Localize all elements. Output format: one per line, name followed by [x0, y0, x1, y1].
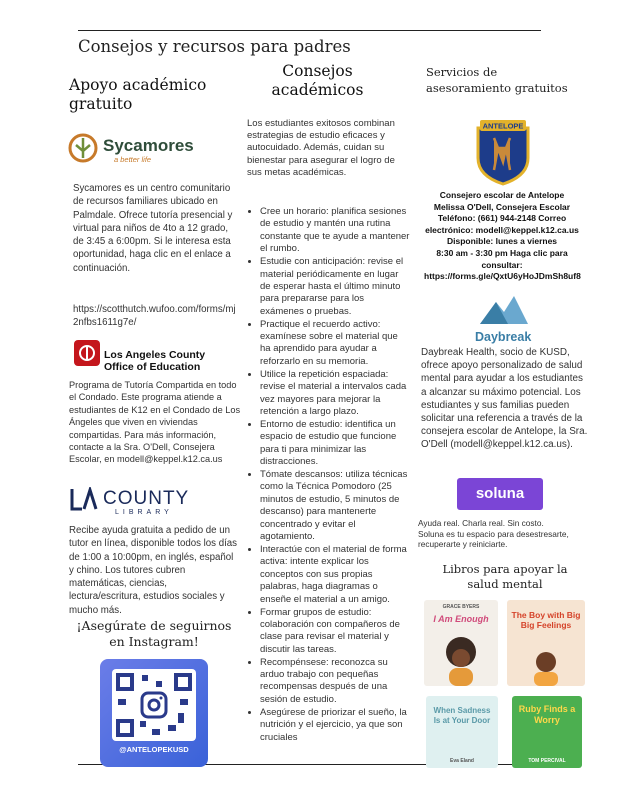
- counselor-line2: Melissa O'Dell, Consejera Escolar: [433, 201, 571, 212]
- tip-item: • Practique el recuerdo activo: examínese sobre el material que ha aprendido para ayudar a reforzarlo en su memoria.: [260, 319, 410, 369]
- instagram-qr-code[interactable]: [100, 659, 208, 767]
- lacoe-text: Programa de Tutoría Compartida en todo el Condado. Este programa atiende a estudiantes de K12 en el Condado de Los Ángeles que viven en viviendas compartidas. Para más información, contacte a la Sra. O'Dell, Consejera Escolar, en modell@keppel.k12.ca.us: [69, 380, 241, 465]
- book-cover: [507, 600, 585, 686]
- tip-item: • Recompénsese: reconozca su arduo trabajo con pequeñas recompensas después de una sesión de estudio.: [260, 657, 410, 707]
- book-title: Ruby Finds a Worry: [518, 704, 576, 725]
- book-title: When Sadness Is at Your Door: [433, 706, 491, 725]
- col1-heading: Apoyo académico gratuito: [69, 76, 207, 113]
- col2-intro: Los estudiantes exitosos combinan estrategias de estudio eficaces y autocuidado. Además, cuidan su bienestar para asegurar el logro de sus metas académicas.: [247, 118, 395, 178]
- library-sub: LIBRARY: [115, 509, 173, 516]
- tip-item: • Estudie con anticipación: revise el material periódicamente en lugar de esperar hasta el último minuto para prepararse para los exámenes o pruebas.: [260, 256, 410, 318]
- study-tips-list: [248, 206, 410, 744]
- instagram-handle: @ANTELOPEKUSD: [119, 745, 189, 754]
- sycamores-name: Sycamores: [103, 136, 194, 155]
- tip-item: • Interactúe con el material de forma activa: intente explicar los conceptos con sus propias palabras, haga diagramas o enseñe el material a un amigo.: [260, 544, 410, 606]
- tip-item: • Cree un horario: planifica sesiones de estudio y mantén una rutina constante que te ayude a mantener el rumbo.: [260, 206, 410, 256]
- counselor-line3: Teléfono: (661) 944-2148 Correo electrónico: modell@keppel.k12.ca.us: [425, 213, 579, 235]
- daybreak-text: Daybreak Health, socio de KUSD, ofrece apoyo personalizado de salud mental para ayudar a los estudiantes a alcanzar su máximo potencial. Los estudiantes y sus familias pueden solicitar una referencia a través de la consejera escolar de Antelope, la Sra. O'Dell (modell@keppel.k12.ca.us).: [421, 347, 588, 451]
- qr-pattern: [112, 669, 196, 741]
- counselor-link[interactable]: https://forms.gle/QxtU6yHoJDmSh8uf8: [424, 271, 581, 282]
- sycamores-logo-icon: [68, 133, 98, 163]
- soluna-logo: soluna: [457, 478, 543, 510]
- counselor-info: [424, 190, 580, 283]
- sycamores-text: Sycamores es un centro comunitario de recursos familiares ubicado en Palmdale. Ofrece tutoría presencial y virtual para niños de 4to a 12 grado, de 3:45 a 6:00pm. Si le interesa esta oportunidad, haga clic en el enlace a continuación.: [73, 183, 233, 274]
- tip-item: • Tómate descansos: utiliza técnicas como la Técnica Pomodoro (25 minutos de estudio, 5 minutos de descanso) para mantenerte concentrado y evitar el agotamiento.: [260, 469, 410, 543]
- sycamores-link[interactable]: https://scotthutch.wufoo.com/forms/mj2nfbs1611g7e/: [73, 304, 236, 329]
- book-cover: [424, 600, 498, 686]
- girl-illustration-icon: [441, 636, 481, 686]
- antelope-badge-icon: [472, 118, 534, 186]
- counselor-line1: Consejero escolar de Antelope: [439, 190, 565, 200]
- tip-item: • Asegúrese de priorizar el sueño, la nutrición y el ejercicio, ya que son cruciales: [260, 707, 410, 744]
- lacoe-logo-icon: [74, 340, 100, 366]
- book-title: I Am Enough: [433, 614, 489, 624]
- badge-label: ANTELOPE: [482, 121, 524, 131]
- daybreak-name: Daybreak: [475, 330, 532, 344]
- boy-illustration-icon: [527, 650, 565, 686]
- page-title: Consejos y recursos para padres: [78, 37, 351, 56]
- daybreak-logo-icon: [478, 290, 530, 326]
- tip-item: • Entorno de estudio: identifica un espacio de estudio que funcione para ti para minimizar las distracciones.: [260, 419, 410, 469]
- col2-heading: Consejos académicos: [271, 62, 364, 99]
- tip-item: • Utilice la repetición espaciada: revise el material a intervalos cada vez mayores para mejorar la retención a largo plazo.: [260, 369, 410, 419]
- la-county-library-logo-icon: [68, 487, 98, 511]
- book-title: The Boy with Big Big Feelings: [511, 610, 581, 630]
- books-heading: Libros para apoyar la salud mental: [442, 562, 568, 591]
- book-author: TOM PERCIVAL: [528, 758, 566, 764]
- soluna-desc-2: Soluna es tu espacio para desestresarte, recuperarte y reiniciarte.: [418, 528, 569, 550]
- soluna-desc-1: Ayuda real. Charla real. Sin costo.: [418, 518, 544, 528]
- instagram-heading: ¡Asegúrate de seguirnos en Instagram!: [76, 618, 232, 649]
- tip-item: • Formar grupos de estudio: colaboración con compañeros de clase para revisar el material y discutir las tareas.: [260, 607, 410, 657]
- book-cover: [512, 696, 582, 768]
- library-name: COUNTY: [103, 488, 190, 509]
- book-cover: [426, 696, 498, 768]
- book-author: Eva Eland: [450, 758, 474, 764]
- col3-heading: Servicios de asesoramiento gratuitos: [426, 65, 568, 95]
- soluna-description: [418, 518, 593, 550]
- sycamores-tagline: a better life: [114, 155, 152, 164]
- library-text: Recibe ayuda gratuita a pedido de un tutor en línea, disponible todos los días de 1:00 a 10:00pm, en inglés, español y chino. Los tutores cubren matemáticas, ciencias, lectura/escritura, estudios sociales y mucho más.: [69, 525, 238, 616]
- counselor-line5: 8:30 am - 3:30 pm Haga clic para consultar:: [436, 247, 568, 270]
- book-author: GRACE BYERS: [442, 604, 480, 610]
- counselor-line4: Disponible: lunes a viernes: [446, 236, 558, 247]
- top-rule: [78, 30, 541, 31]
- lacoe-name: Los Angeles County Office of Education: [104, 349, 206, 373]
